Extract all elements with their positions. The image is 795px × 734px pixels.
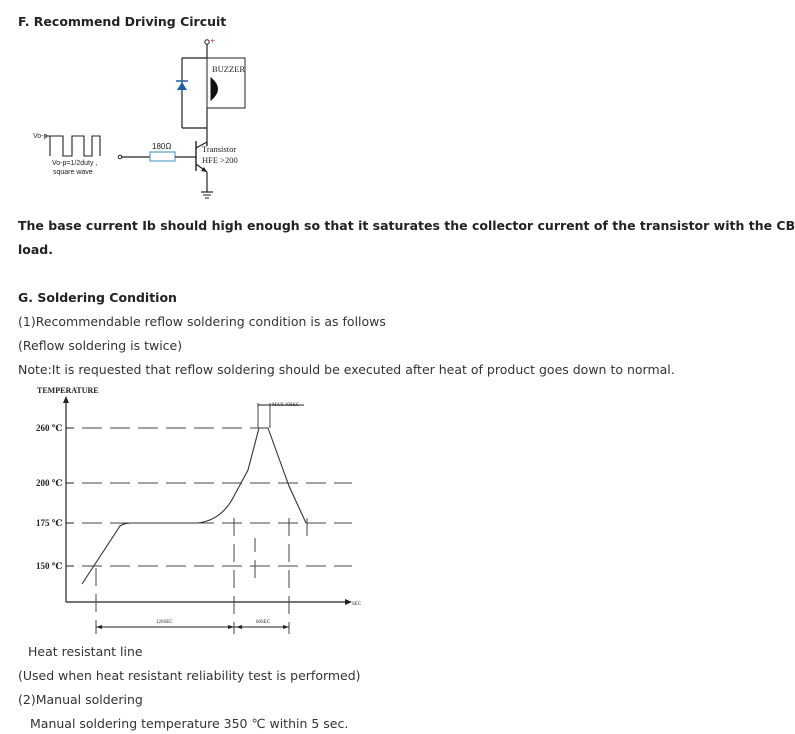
resistor-label: 180Ω xyxy=(152,142,172,151)
transistor-label: Transistor xyxy=(202,144,237,154)
supply-plus-label: + xyxy=(210,36,216,46)
driving-circuit-diagram xyxy=(0,28,689,228)
section-g-heading: G. Soldering Condition xyxy=(18,290,177,305)
x-axis-title: SEC xyxy=(352,602,362,607)
hfe-label: HFE >200 xyxy=(202,155,238,165)
span-60sec-label: 60SEC xyxy=(256,620,271,625)
base-current-note-line1: The base current Ib should high enough so that it saturates the collector current of the transistor with the CB xyxy=(18,218,795,233)
section-f-heading: F. Recommend Driving Circuit xyxy=(18,14,227,29)
tick-175: 175 ℃ xyxy=(36,518,63,528)
reflow-note-line: Note:It is requested that reflow soldering should be executed after heat of product goes down to normal. xyxy=(18,362,675,377)
wave-label-line2: square wave xyxy=(53,169,93,176)
base-current-note-line2: load. xyxy=(18,242,54,257)
span-120sec-label: 120SEC xyxy=(156,620,173,625)
soldering-temperature-graph xyxy=(0,378,689,638)
buzzer-label: BUZZER xyxy=(212,64,246,74)
resistor-symbol xyxy=(150,152,175,161)
reflow-condition-line: (1)Recommendable reflow soldering condition is as follows xyxy=(18,314,386,329)
diode-symbol xyxy=(177,82,187,90)
wave-label-line1: Vo-p=1/2duty , xyxy=(52,160,98,167)
manual-soldering-temperature: Manual soldering temperature 350 ℃ within 5 sec. xyxy=(30,716,349,731)
top-span-label: MAX 10SEC xyxy=(272,403,300,408)
tick-150: 150 ℃ xyxy=(36,561,63,571)
heat-resistant-line: Heat resistant line xyxy=(28,644,143,659)
buzzer-symbol xyxy=(211,78,218,100)
heat-test-note: (Used when heat resistant reliability test is performed) xyxy=(18,668,361,683)
reflow-profile-curve xyxy=(82,428,306,584)
square-wave xyxy=(50,136,100,156)
input-label: Vo-p xyxy=(33,133,48,140)
reflow-twice-line: (Reflow soldering is twice) xyxy=(18,338,183,353)
manual-soldering-heading: (2)Manual soldering xyxy=(18,692,143,707)
tick-260: 260 ℃ xyxy=(36,423,63,433)
tick-200: 200 ℃ xyxy=(36,478,63,488)
y-axis-title: TEMPERATURE xyxy=(37,386,99,395)
